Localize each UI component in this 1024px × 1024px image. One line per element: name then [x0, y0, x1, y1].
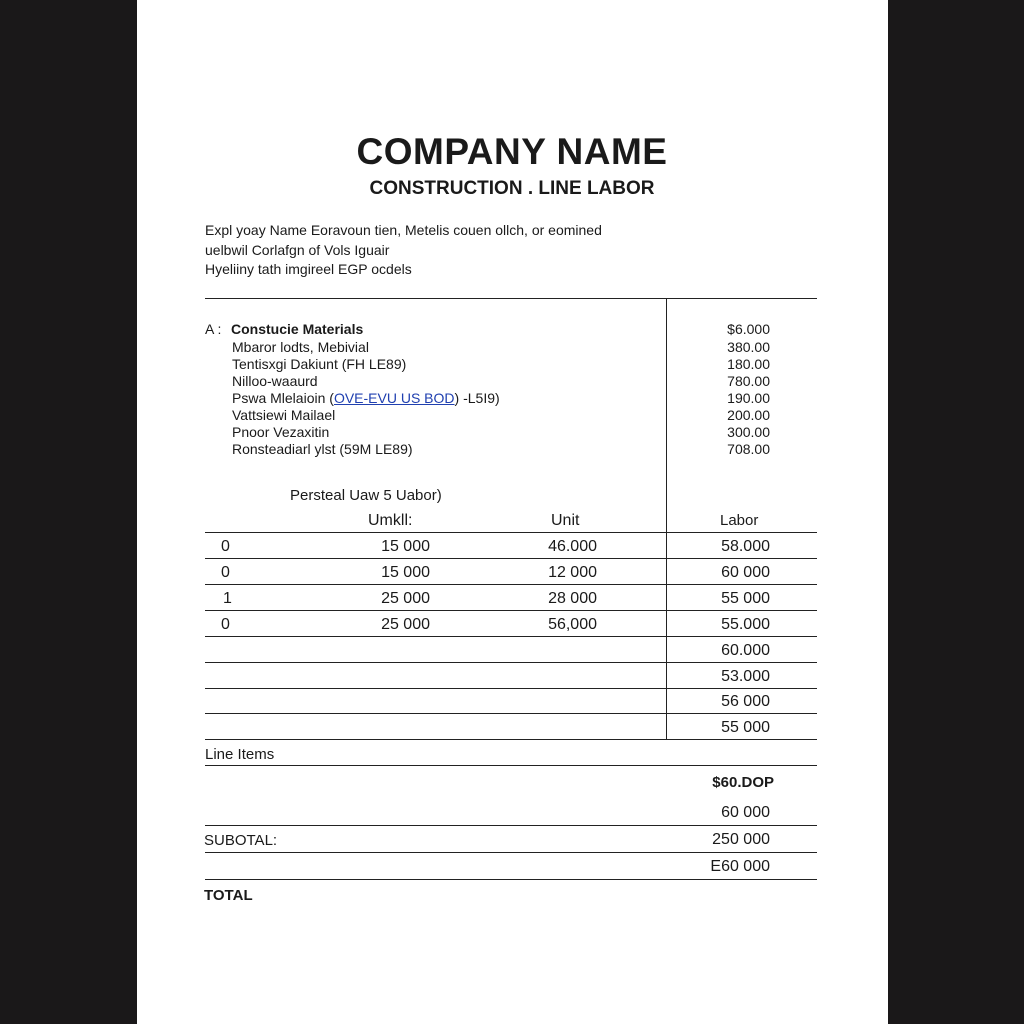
table-rule [205, 558, 817, 559]
material-item: Ronsteadiarl ylst (59M LE89) [232, 441, 413, 457]
material-item-with-link [232, 390, 500, 406]
material-item: Mbaror lodts, Mebivial [232, 339, 369, 355]
row-units: 15 000 [381, 564, 430, 581]
row-labor: 55 000 [721, 590, 770, 607]
total-label: TOTAL [204, 887, 253, 904]
col-header-unit: Unit [551, 512, 580, 529]
materials-header: Constucie Materials [231, 321, 364, 337]
labor-section-title: Persteal Uaw 5 Uabor) [290, 487, 442, 504]
material-item: Vattsiewi Mailael [232, 407, 336, 423]
line-items-amount-secondary: 60 000 [721, 804, 770, 821]
row-labor: 53.000 [721, 668, 770, 685]
material-item: Pnoor Vezaxitin [232, 424, 330, 440]
intro-line: Expl yoay Name Eoravoun tien, Metelis couen ollch, or eomined [205, 222, 602, 238]
row-units: 25 000 [381, 590, 430, 607]
material-amount: 190.00 [727, 390, 770, 406]
material-amount: 200.00 [727, 407, 770, 423]
materials-header-amount: $6.000 [727, 321, 770, 337]
table-rule [205, 584, 817, 585]
intro-line: Hyeliiny tath imgireel EGP ocdels [205, 261, 412, 277]
section-rule [205, 298, 817, 299]
material-item: Tentisxgi Dakiunt (FH LE89) [232, 356, 407, 372]
row-labor: 55 000 [721, 719, 770, 736]
row-labor: 55.000 [721, 616, 770, 633]
row-index: 0 [221, 538, 230, 555]
row-unit: 56,000 [548, 616, 597, 633]
summary-rule [205, 879, 817, 880]
subtotal-amount: 250 000 [712, 831, 770, 848]
material-amount: 380.00 [727, 339, 770, 355]
material-item-link[interactable]: OVE-EVU US BOD [333, 390, 455, 406]
material-amount: 300.00 [727, 424, 770, 440]
summary-rule [205, 765, 817, 766]
row-index: 1 [223, 590, 232, 607]
material-item: Nilloo-waaurd [232, 373, 318, 389]
table-rule [205, 713, 817, 714]
table-rule [205, 688, 817, 689]
table-rule [205, 739, 817, 740]
row-labor: 56 000 [721, 693, 770, 710]
table-rule [205, 610, 817, 611]
material-amount: 708.00 [727, 441, 770, 457]
col-header-labor: Labor [720, 512, 759, 529]
subtotal-label: SUBOTAL: [204, 832, 278, 849]
line-items-amount: $60.DOP [712, 774, 774, 791]
total-amount: E60 000 [710, 858, 770, 875]
row-units: 15 000 [381, 538, 430, 555]
row-labor: 60 000 [721, 564, 770, 581]
summary-rule [205, 852, 817, 853]
row-labor: 60.000 [721, 642, 770, 659]
materials-prefix: A : [205, 321, 222, 337]
table-rule [205, 636, 817, 637]
row-units: 25 000 [381, 616, 430, 633]
intro-line: uelbwil Corlafgn of Vols Iguair [205, 242, 390, 258]
company-name-heading: COMPANY NAME [356, 131, 668, 172]
col-header-units: Umkll: [368, 512, 413, 529]
document-subtitle: CONSTRUCTION . LINE LABOR [369, 178, 655, 199]
row-unit: 12 000 [548, 564, 597, 581]
row-unit: 46.000 [548, 538, 597, 555]
row-labor: 58.000 [721, 538, 770, 555]
material-amount: 180.00 [727, 356, 770, 372]
table-rule [205, 532, 817, 533]
material-amount: 780.00 [727, 373, 770, 389]
material-item-suffix: ) -L5I9) [454, 390, 500, 406]
material-item-name: Pswa Mlelaioin ( [232, 390, 334, 406]
row-index: 0 [221, 564, 230, 581]
amount-column-divider [666, 298, 667, 740]
line-items-label: Line Items [205, 746, 275, 763]
table-rule [205, 662, 817, 663]
row-unit: 28 000 [548, 590, 597, 607]
row-index: 0 [221, 616, 230, 633]
summary-rule [205, 825, 817, 826]
